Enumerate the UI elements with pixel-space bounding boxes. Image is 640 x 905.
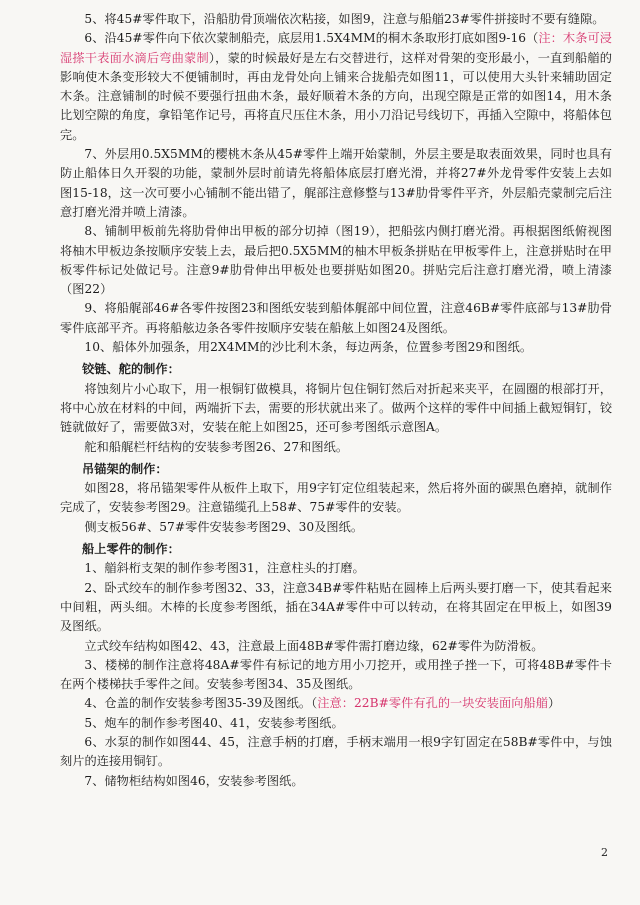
paragraph [60,518,612,537]
paragraph-text: 8、铺制甲板前先将肋骨伸出甲板的部分切掉（图19），把船弦内侧打磨光滑。再根据图纸俯视图将柚木甲板边条按顺序安装上去，最后把0.5X5MM的柚木甲板条拼贴在甲板零件上，注意拼贴时在甲板零件标记处做记号。注意9#肋骨伸出甲板处也要拼贴如图20。拼贴完后注意打磨光滑，喷上清漆（图22） [60,224,612,297]
paragraph [60,579,612,637]
section-heading: 铰链、舵的制作： [82,362,180,377]
paragraph-text: 10、船体外加强条，用2X4MM的沙比利木条，每边两条，位置参考图29和图纸。 [84,340,533,355]
paragraph [60,380,612,438]
paragraph-text: 立式绞车结构如图42、43，注意最上面48B#零件需打磨边缘，62#零件为防滑板。 [84,638,544,653]
paragraph-text: 将蚀刻片小心取下，用一根铜钉做模具，将铜片包住铜钉然后对折起来夹平，在圆圈的根部打开，将中心放在材料的中间，两端折下去，需要的形状就出来了。做两个这样的零件中间插上截短铜钉，铰链就做好了，需要做3对，安装在舵上如图25，还可参考图纸示意图A。 [60,381,612,435]
paragraph [60,733,612,772]
paragraph [60,299,612,338]
paragraph-text: 6、水泵的制作如图44、45，注意手柄的打磨，手柄末端用一根9字钉固定在58B#零件中，与蚀刻片的连接用铜钉。 [60,734,612,769]
paragraph [60,637,612,656]
paragraph-text: 6、沿45#零件向下依次蒙制船壳，底层用1.5X4MM的桐木条取形打底如图9-16（ [84,31,539,46]
paragraph-text: 1、艏斜桁支架的制作参考图31，注意柱头的打磨。 [84,561,365,576]
paragraph-text: 9、将船艉部46#各零件按图23和图纸安装到船体艉部中间位置，注意46B#零件底部与13#肋骨零件底部平齐。再将船舷边条各零件按顺序安装在船舷上如图24及图纸。 [60,301,612,335]
paragraph [60,438,612,457]
paragraph-text: 7、储物柜结构如图46，安装参考图纸。 [84,773,304,788]
paragraph [60,694,612,713]
paragraph [60,656,612,695]
section-heading: 吊锚架的制作： [82,461,168,476]
paragraph-text: ） [547,696,561,711]
paragraph [60,10,612,29]
paragraph [60,559,612,578]
paragraph-text: 3、楼梯的制作注意将48A#零件有标记的地方用小刀挖开，或用挫子挫一下，可将48B#零件卡在两个楼梯扶手零件之间。安装参考图34、35及图纸。 [60,657,612,692]
paragraph [60,29,612,145]
paragraph-text: 7、外层用0.5X5MM的樱桃木条从45#零件上端开始蒙制，外层主要是取表面效果，同时也具有防止船体日久开裂的功能，蒙制外层时前请先将船体底层打磨光滑，并将27#外龙骨零件安装上去如图15-18，这一次可要小心铺制不能出错了，艉部注意修整与13#肋骨零件平齐，外层船壳蒙制完后注意打磨光滑并喷上清漆。 [60,147,612,219]
paragraph [60,338,612,357]
paragraph-text: 如图28，将吊锚架零件从板件上取下，用9字钉定位组装起来，然后将外面的碳黑色磨掉，就制作完成了，安装参考图29。注意锚缆孔上58#、75#零件的安装。 [60,481,612,515]
paragraph-text: 舵和船艉栏杆结构的安装参考图26、27和图纸。 [84,439,349,454]
paragraph-text: 5、将45#零件取下，沿船肋骨顶端依次粘接，如图9，注意与船艏23#零件拼接时不要有缝隙。 [84,12,605,26]
page-number: 2 [601,846,608,859]
paragraph [60,714,612,733]
paragraph-text: 4、仓盖的制作安装参考图35-39及图纸。（ [84,696,318,711]
document-body [60,10,612,791]
note-text: 注：木条可浸湿搽干表面水滴后弯曲蒙制 [60,31,612,65]
section-heading: 船上零件的制作： [82,542,180,557]
paragraph-text: 侧支板56#、57#零件安装参考图29、30及图纸。 [84,519,364,534]
paragraph [60,772,612,791]
paragraph [60,145,612,222]
paragraph-text: 2、卧式绞车的制作参考图32、33，注意34B#零件粘贴在圆棒上后两头要打磨一下，使其看起来中间粗，两头细。木棒的长度参考图纸，插在34A#零件中可以转动，在将其固定在甲板上，如图39及图纸。 [60,580,612,634]
paragraph-text: 5、炮车的制作参考图40、41，安装参考图纸。 [84,715,344,730]
paragraph [60,479,612,518]
paragraph-text: ），蒙的时候最好是左右交替进行，这样对骨架的变形最小，一直到船艏的影响使木条变形较大不便铺制时，再由龙骨处向上铺来合拢船壳如图11，可以使用大头针来辅助固定木条。注意铺制的时候不要强行扭曲木条，最好顺着木条的方向，出现空隙是正常的如图14，用木条比划空隙的角度，拿铅笔作记号，再将直尺压住木条，用小刀沿记号线切下，再插入空隙中，将船体包完。 [60,50,612,142]
note-text: 注意：22B#零件有孔的一块安装面向船艏 [317,696,548,711]
paragraph [60,222,612,299]
